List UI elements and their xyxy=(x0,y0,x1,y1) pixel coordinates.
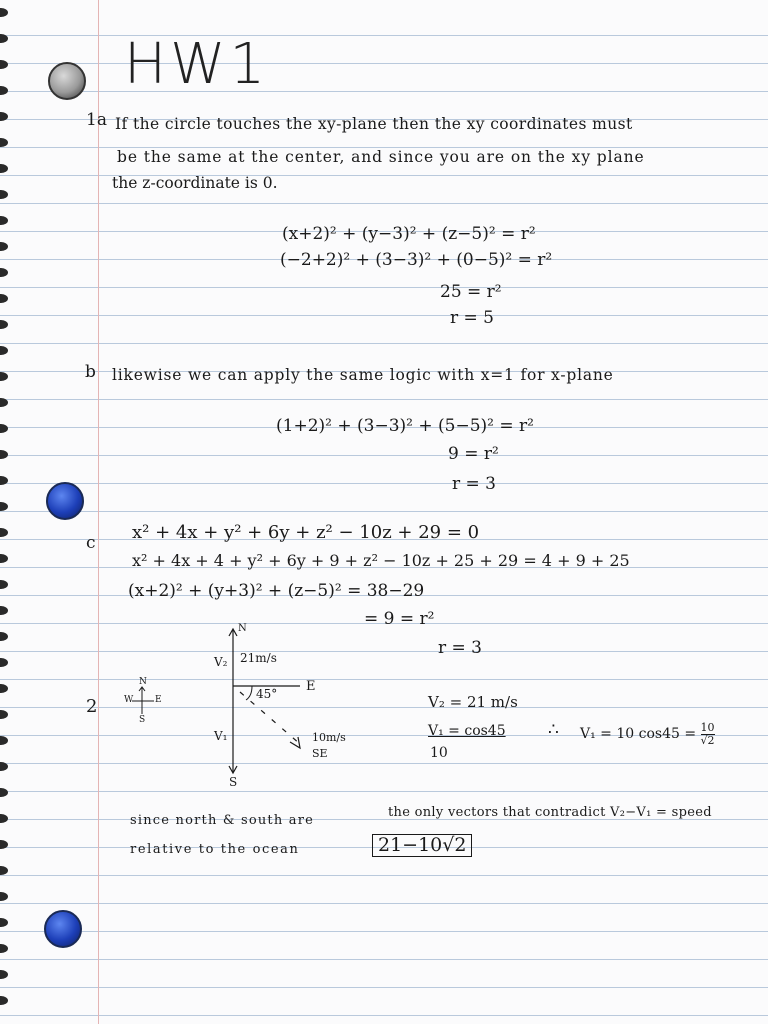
q2-v1-cos: V₁ = cos45 xyxy=(428,723,506,739)
compass-e: E xyxy=(155,695,162,705)
q1c-eq5: r = 3 xyxy=(438,638,482,658)
q2-label: 2 xyxy=(86,696,98,717)
q2-v1-denom: 10 xyxy=(430,745,448,761)
q2-v2-value: V₂ = 21 m/s xyxy=(428,693,518,711)
compass-icon xyxy=(132,687,154,714)
q1a-line2: be the same at the center, and since you are on the xy plane xyxy=(117,148,645,166)
angle-label: 45° xyxy=(256,687,278,701)
q1b-eq1: (1+2)² + (3−3)² + (5−5)² = r² xyxy=(276,416,534,436)
v2-label: V₂ xyxy=(214,655,228,669)
conclusion-line1a: since north & south are xyxy=(130,813,315,828)
compass-n: N xyxy=(139,677,147,687)
q1c-eq2: x² + 4x + 4 + y² + 6y + 9 + z² − 10z + 25 + 29 = 4 + 9 + 25 xyxy=(132,551,630,570)
page-title: HW1 xyxy=(124,32,270,97)
compass-w: W xyxy=(124,695,134,705)
conclusion-line2: relative to the ocean xyxy=(130,842,300,857)
q1c-label: c xyxy=(86,533,96,553)
final-answer: 21−10√2 xyxy=(372,834,472,857)
q1a-eq4: r = 5 xyxy=(450,308,494,328)
q1a-eq3: 25 = r² xyxy=(440,282,502,302)
q1b-line1: likewise we can apply the same logic with x=1 for x-plane xyxy=(112,366,614,384)
compass-s: S xyxy=(139,715,146,725)
axis-n: N xyxy=(238,623,247,634)
axis-e: E xyxy=(306,679,316,694)
q2-v1-result xyxy=(580,722,715,746)
speed-21: 21m/s xyxy=(240,651,277,665)
therefore-symbol: ∴ xyxy=(548,720,559,740)
conclusion-line1b: the only vectors that contradict V₂−V₁ = speed xyxy=(388,805,712,820)
se-arrowhead xyxy=(290,737,300,748)
q1a-eq1: (x+2)² + (y−3)² + (z−5)² = r² xyxy=(282,224,536,244)
fraction-denominator: √2 xyxy=(700,733,715,747)
v1-label: V₁ xyxy=(214,729,228,743)
q1b-eq3: r = 3 xyxy=(452,474,496,494)
q1a-line1: If the circle touches the xy-plane then the xy coordinates must xyxy=(115,115,633,133)
q2-v1-result-text: V₁ = 10 cos45 = xyxy=(580,726,697,743)
q1b-label: b xyxy=(85,362,96,382)
result-fraction xyxy=(701,722,715,746)
q1c-eq4: = 9 = r² xyxy=(364,609,435,629)
speed-10: 10m/s xyxy=(312,731,346,744)
angle-arc xyxy=(246,686,252,700)
q1a-label: 1a xyxy=(86,110,107,130)
q1c-eq3: (x+2)² + (y+3)² + (z−5)² = 38−29 xyxy=(128,581,425,601)
q1a-line3: the z-coordinate is 0. xyxy=(112,174,278,192)
q1a-eq2: (−2+2)² + (3−3)² + (0−5)² = r² xyxy=(280,250,553,270)
q1b-eq2: 9 = r² xyxy=(448,444,499,464)
fraction-numerator: 10 xyxy=(700,721,715,734)
dir-se: SE xyxy=(312,747,328,760)
q1c-eq1: x² + 4x + y² + 6y + z² − 10z + 29 = 0 xyxy=(132,522,480,543)
axis-s: S xyxy=(229,775,238,789)
